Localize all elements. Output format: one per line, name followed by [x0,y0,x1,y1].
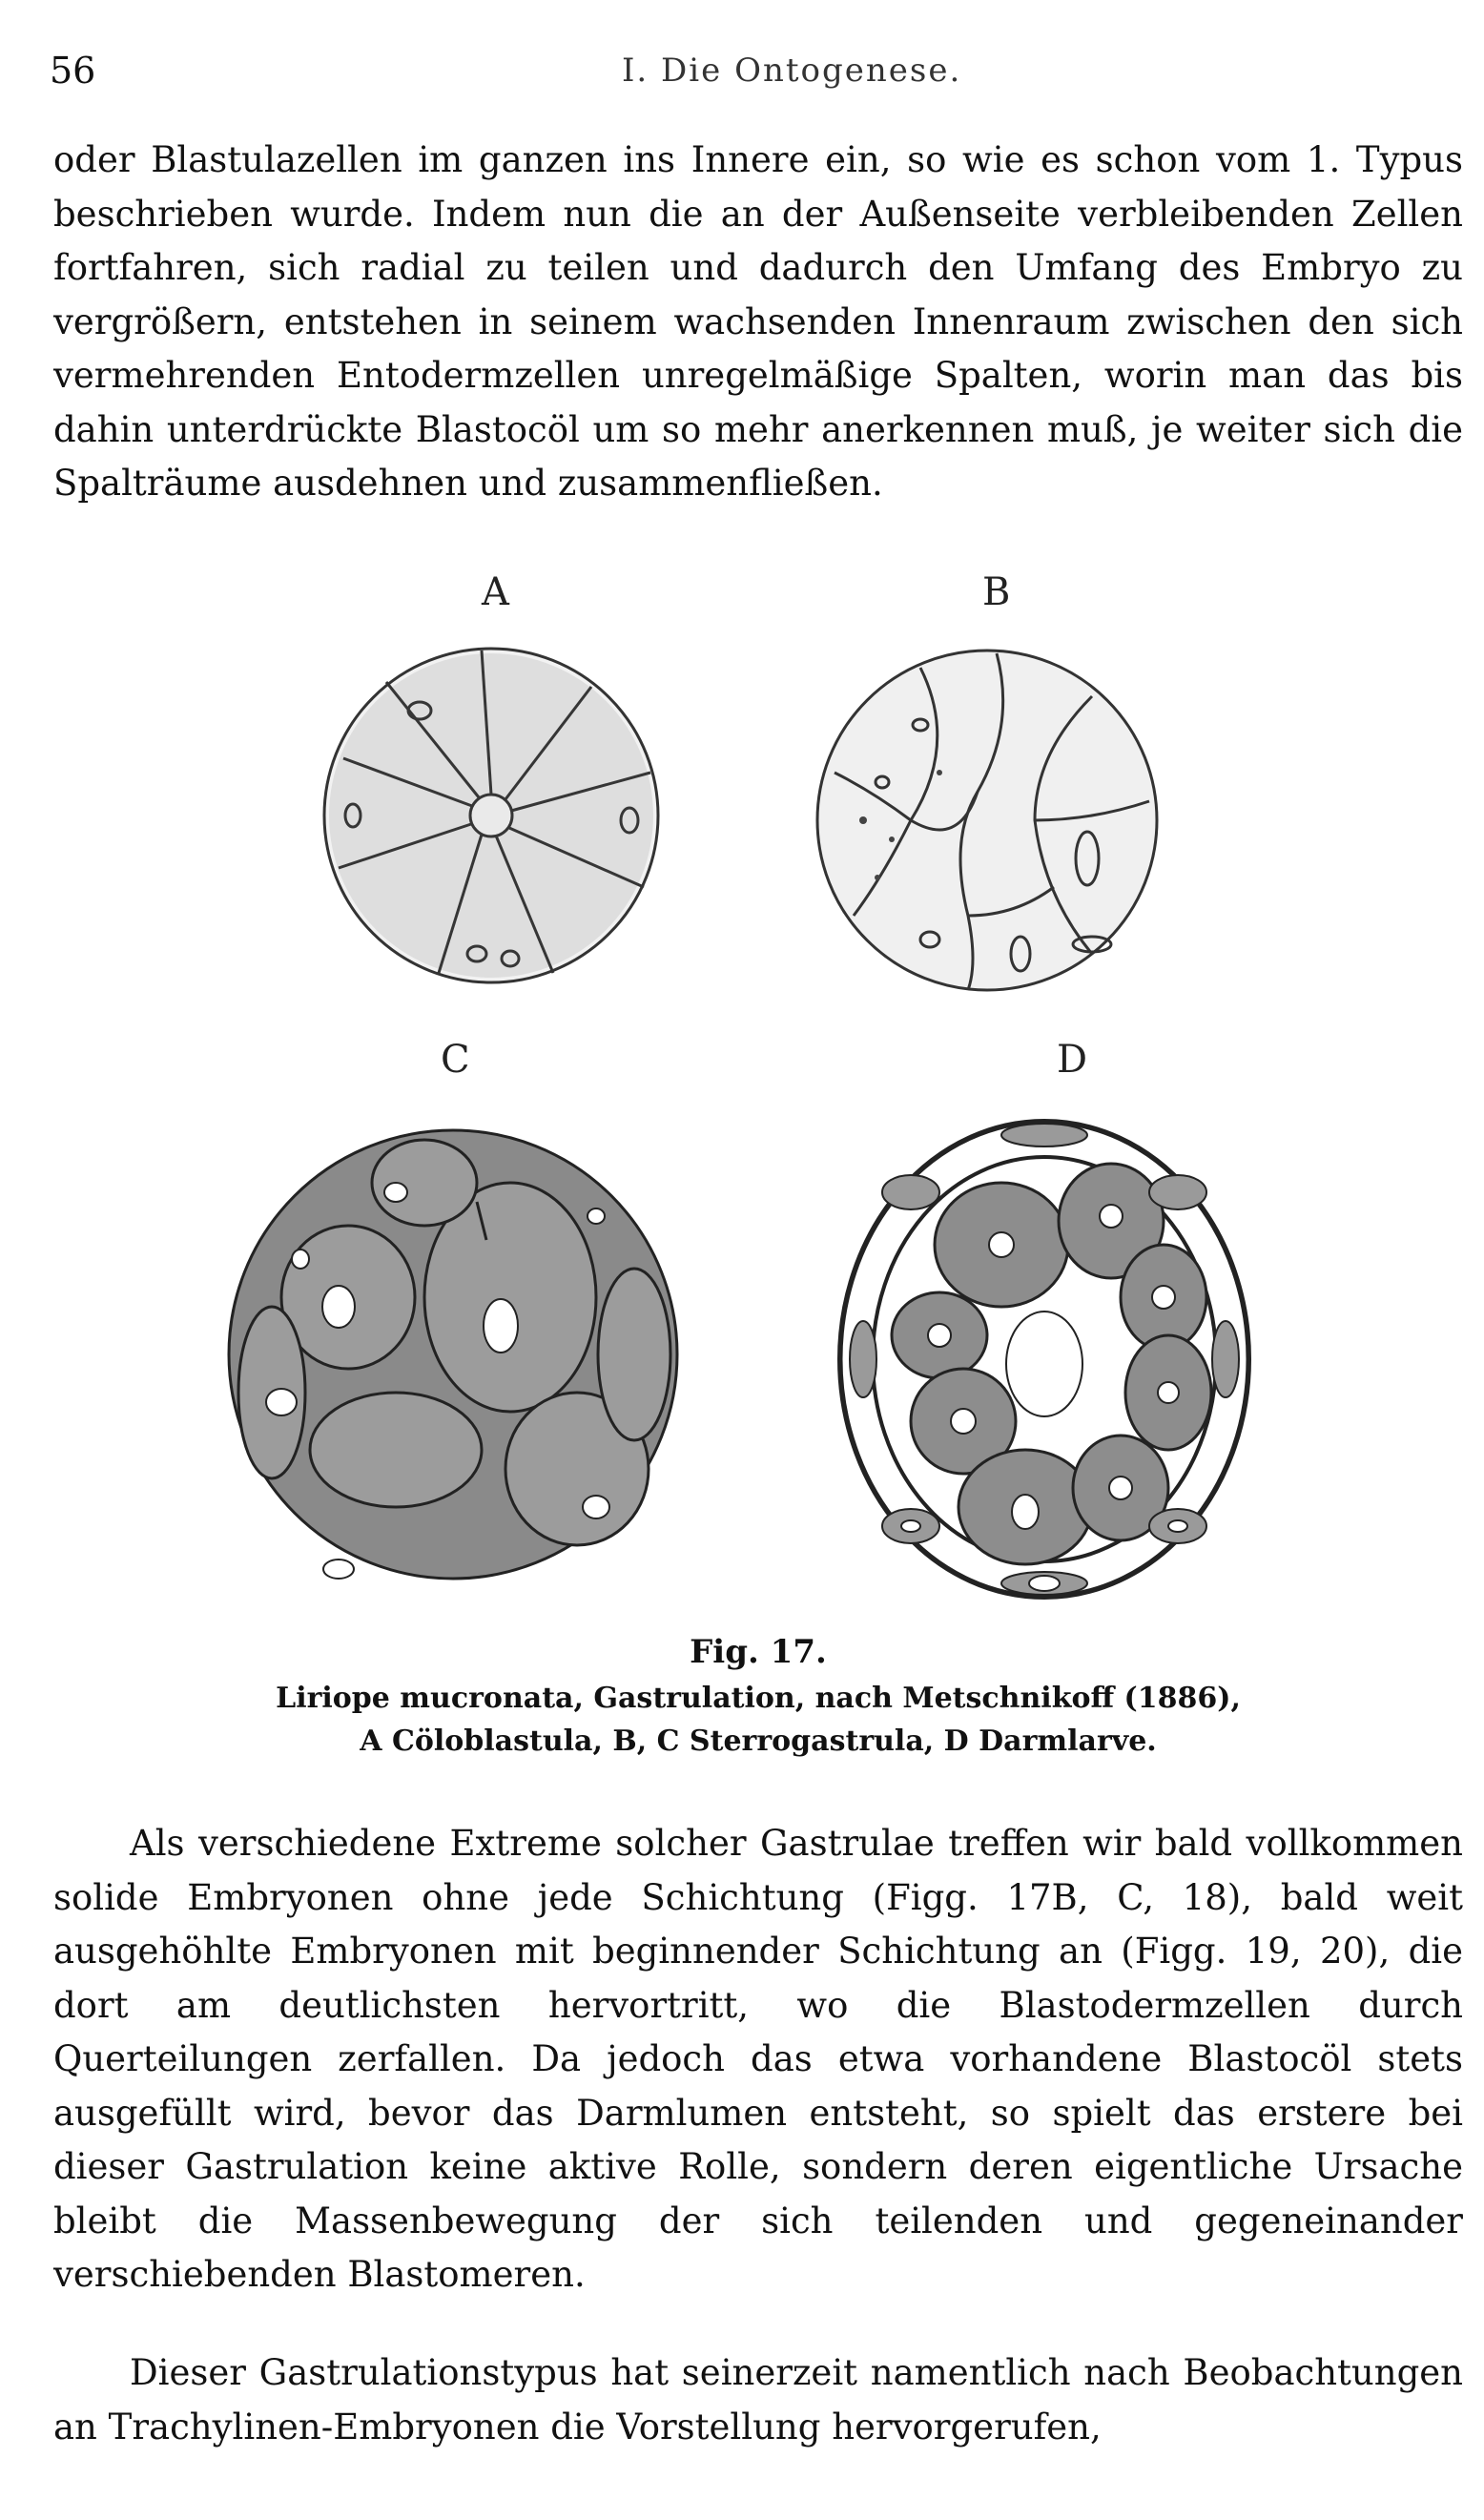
paragraph-3: Dieser Gastrulationstypus hat seinerzeit namentlich nach Beobachtungen an Trachylinen-Embryonen die Vorstellung hervorgerufen, [53,2352,1463,2448]
figure-caption-line-1: Liriope mucronata, Gastrulation, nach Metschnikoff (1886), [276,1682,1241,1715]
page-header [50,50,1427,107]
figure-label-c: C [441,1038,470,1082]
figure-d-darmlarve [825,1106,1264,1612]
figure-c-sterrogastrula [215,1106,691,1602]
figure-label-b: B [982,570,1011,614]
paragraph-2: Als verschiedene Extreme solcher Gastrulae treffen wir bald vollkommen solide Embryonen ohne jede Schichtung (Figg. 17B, C, 18), bald weit ausgehöhlte Embryonen mit beginnender Schichtung an (Figg. 19, 20), die dort am deutlichsten hervortritt, wo die Blastodermzellen durch Querteilungen zerfallen. Da jedoch das etwa vorhandene Blastocöl stets ausgefüllt wird, bevor das Darmlumen entsteht, so spielt das erstere bei dieser Gastrulation keine aktive Rolle, sondern deren eigentliche Ursache bleibt die Massenbewegung der sich teilenden und gegeneinander verschiebenden Blastomeren. [53,1823,1463,2295]
figure-a-coeloblastula [315,630,668,1002]
page-number: 56 [50,50,96,92]
figure-label-a: A [482,570,509,614]
figure-number: Fig. 17. [690,1633,827,1671]
figure-caption-line-2: A Cöloblastula, B, C Sterrogastrula, D Darmlarve. [360,1725,1157,1758]
paragraph-1: oder Blastulazellen im ganzen ins Innere ein, so wie es schon vom 1. Typus beschrieben wurde. Indem nun die an der Außenseite verbleibenden Zellen fortfahren, sich radial zu teilen und dadurch den Umfang des Embryo zu vergrößern, entstehen in seinem wachsenden Innenraum zwischen den sich vermehrenden Entodermzellen unregelmäßige Spalten, worin man das bis dahin unterdrückte Blastocöl um so mehr anerkennen muß, je weiter sich die Spalträume ausdehnen und zusammenfließen. [53,139,1463,504]
running-head: I. Die Ontogenese. [622,52,962,90]
figure-label-d: D [1057,1038,1088,1082]
figure-b-sterrogastrula [806,630,1168,1011]
